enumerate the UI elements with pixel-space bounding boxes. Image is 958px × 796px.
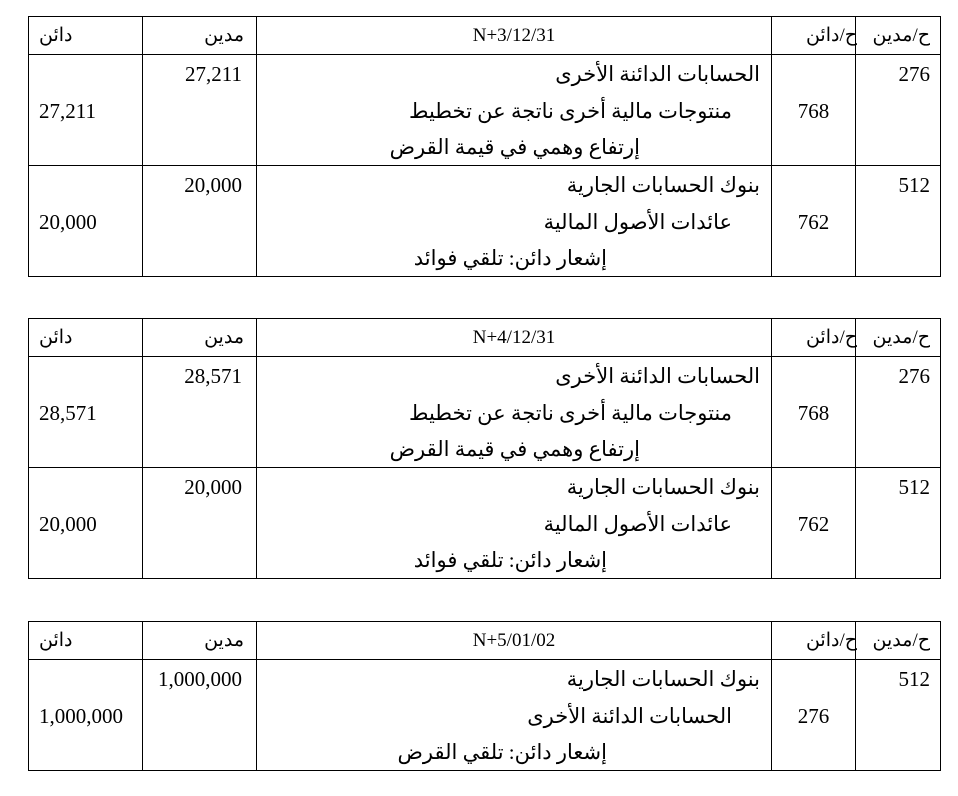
debit-account-name: الحسابات الدائنة الأخرى [555,364,760,388]
entry-date: N+5/01/02 [472,630,556,651]
debit-account-number: 276 [898,62,930,86]
header-credit: دائن [39,327,73,348]
debit-account-number: 512 [898,475,930,499]
header-debit-account: ح/مدين [872,327,930,348]
debit-amount: 28,571 [184,364,242,388]
header-credit: دائن [39,630,73,651]
journal-entry-3 [28,621,941,771]
debit-account-number: 512 [898,667,930,691]
debit-account-number: 276 [898,364,930,388]
credit-account-number: 768 [797,99,830,123]
credit-account-number: 762 [797,210,830,234]
credit-account-name: الحسابات الدائنة الأخرى [527,704,732,728]
header-credit-account: ح/دائن [805,25,857,46]
header-debit: مدين [204,630,244,651]
entry-description: إرتفاع وهمي في قيمة القرض [389,437,640,461]
entry-date: N+3/12/31 [472,25,556,46]
entry-description: إرتفاع وهمي في قيمة القرض [389,135,640,159]
entry-row [29,660,940,770]
entry-description: إشعار دائن: تلقي فوائد [413,246,607,270]
journal-entry-1 [28,16,941,277]
header-debit: مدين [204,25,244,46]
credit-account-name: منتوجات مالية أخرى ناتجة عن تخطيط [409,401,732,425]
header-credit-account: ح/دائن [805,327,857,348]
entry-header [29,622,940,660]
entry-row [29,357,940,467]
credit-amount: 20,000 [39,512,97,536]
entry-description: إشعار دائن: تلقي فوائد [413,548,607,572]
credit-amount: 28,571 [39,401,97,425]
entry-description: إشعار دائن: تلقي القرض [397,740,607,764]
debit-account-name: بنوك الحسابات الجارية [566,173,760,197]
entry-header [29,319,940,357]
debit-account-name: بنوك الحسابات الجارية [566,667,760,691]
debit-account-number: 512 [898,173,930,197]
debit-amount: 1,000,000 [158,667,242,691]
credit-amount: 20,000 [39,210,97,234]
credit-account-number: 768 [797,401,830,425]
header-credit-account: ح/دائن [805,630,857,651]
entry-header [29,17,940,55]
debit-amount: 27,211 [185,62,242,86]
credit-amount: 27,211 [39,99,96,123]
credit-account-number: 276 [797,704,830,728]
debit-account-name: بنوك الحسابات الجارية [566,475,760,499]
credit-account-name: منتوجات مالية أخرى ناتجة عن تخطيط [409,99,732,123]
credit-amount: 1,000,000 [39,704,123,728]
entry-row [29,165,940,276]
debit-amount: 20,000 [184,173,242,197]
header-credit: دائن [39,25,73,46]
header-debit-account: ح/مدين [872,630,930,651]
credit-account-name: عائدات الأصول المالية [543,512,732,536]
credit-account-number: 762 [797,512,830,536]
entry-date: N+4/12/31 [472,327,556,348]
credit-account-name: عائدات الأصول المالية [543,210,732,234]
entry-row [29,467,940,578]
debit-account-name: الحسابات الدائنة الأخرى [555,62,760,86]
entry-row [29,55,940,165]
journal-entry-2 [28,318,941,579]
header-debit-account: ح/مدين [872,25,930,46]
debit-amount: 20,000 [184,475,242,499]
header-debit: مدين [204,327,244,348]
